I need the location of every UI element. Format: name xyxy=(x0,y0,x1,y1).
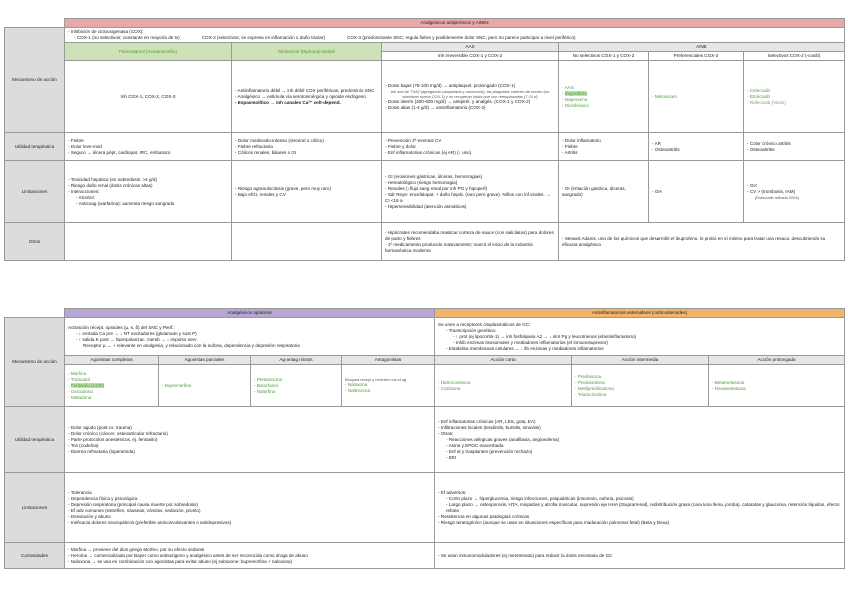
col-metamizol: Metamizol (Dipirona) Nolotil xyxy=(232,43,382,61)
paracetamol-limitaciones: - Toxicidad hepática (en sobredosis: >4 g/d) - Riesgo daño renal (dosis crónicas altas) - Interacciones: - Alcohol - Anticoag (warfarina): aumenta riesgo sangrado xyxy=(65,161,232,223)
opioid-mechanism: Activación recept. opioides (μ, κ, δ) del SNC y Perif.: - ↓ entrada Ca pre → ↓ NT excitadores (glutamato y sust P) - ↑ salida K post → hiperpolarizac. memb → ↓ impulso nerv Receptor μ → + relevante en analgesia, y relacionado con la euforia, dependencia y depresión respiratoria xyxy=(65,318,435,356)
selectivos-limitaciones: - GI< - CV > (trombosis, IAM) (Rofecoxib retirado 2004) xyxy=(744,161,845,223)
cortico-utilidad: - Enf inflamatorias crónicas (AR, LES, gota, EA) - Infiltraciones locales (tendinitis, bursitis, sinovitis) - Otras: - Reacciones alérgicas graves (anafilaxia, angioedema) - Asma y EPOC exacerbada - Enf al y trasplantes (prevención rechazo) - EEI xyxy=(435,407,845,473)
cox2-text: COX-2 (selectivos; se expresa en inflamación o daño tisular) xyxy=(201,35,326,40)
cortico-limitaciones: - Ef adversos: - Corto plazo → hiperglucemia, riesgo infecciones, psiquiátricas (insomnio, euforia, psicosis) - Largo plazo → osteoporosis, HTA, miopatías y atrofia muscular, supresión eje HHA (tSuprarrenal), redistribución grasa (cara luna llena, joroba), cataratas y glaucoma, retención líquidos, efecto rebote - Resistencia en algunas patologías crónicas - Riesgo teratogénico (aunque se usan en situaciones específicas para maduración pulmonar fetal) (Beta y Dexa) xyxy=(435,473,845,543)
col-agonistas-parciales: Agonistas parciales xyxy=(159,356,251,365)
row-label-curiosidades: Curiosidades xyxy=(5,543,65,569)
metamizol-otros xyxy=(232,223,382,261)
col-accion-prolongada: Acción prolongada xyxy=(709,356,845,365)
cortico-mechanism: Se unen a receptores citoplasmáticos de GC: - Transcripción genética: - ↑ prot (ej lipocortin-1) → inh fosfolipasa A2 → ↓ sínt Pg y leucotrienos (efantiinflamatorio) - Inhib enzimas lisosomales y mediadores inflamatorios (ef inmunosupresor) - Estabiliza membranas celulares → ↓ lib enzimas y mediadores inflamatorios xyxy=(435,318,845,356)
col-accion-corta: Acción corta xyxy=(435,356,572,365)
opioid-curiosidades: - Morfina → proviene del dios griego Morfeo, por su efecto sedante - Heroína → comercializada por Bayer como antitusígeno y analgésico antes de ser reconocida como droga de abuso - Naloxona → se usa en combinación con agonistas para evitar abuso (ej suboxone: buprenorfina + naloxona) xyxy=(65,543,435,569)
row-label-limitaciones: Limitaciones xyxy=(5,161,65,223)
cortico-curiosidades: - Se usan inmunomoduladores (ej metotrexato) para reducir la dosis necesaria de GC xyxy=(435,543,845,569)
agonistas-completos-list: - Morfina - Tramadol - Fentanilo (x100) - Oxicodona - Metadona xyxy=(65,365,159,407)
accion-corta-list: - Hidrocortisona - Cortisona xyxy=(435,365,572,407)
accion-intermedia-list: - Prednisona - Prednisolona - Metilprednisolona - Triamcinolona xyxy=(572,365,709,407)
row-label-mecanismo-2: Mecanismo de acción xyxy=(5,318,65,407)
agonistas-parciales-list: - Buprenorfina xyxy=(159,365,251,407)
no-selectivos-list: - AAS - Ibuprofeno - Naproxeno - Diclofenaco xyxy=(559,61,649,133)
metamizol-limitaciones: - Riesgo agranulocitosis (grave, pero muy raro) - Bajo efGI, renales y CV xyxy=(232,161,382,223)
col-paracetamol: Paracetamol (Acetaminofén) xyxy=(65,43,232,61)
col-no-selectivos: No selectivos COX-1 y COX-2 xyxy=(559,52,649,61)
cox1-text: - COX-1 (no selectivos; constante en mayoría de tx) xyxy=(74,35,180,40)
preferenciales-list: - Meloxicam xyxy=(649,61,744,133)
paracetamol-utilidad: - Fiebre - Dolor leve-mod - Seguro → úlcera pépt, cardiopat, IRC, embarazo xyxy=(65,133,232,161)
opioid-utilidad: - Dolor agudo (post-cx, trauma) - Dolor crónico (cáncer, osteoarticular refractario) - Parte protocolos anestésicos, ej. fentanilo) - Tos (codeína) - Diarrea refractaria (loperamida) xyxy=(65,407,435,473)
no-selectivos-utilidad: - Dolor inflamatorio - Fiebre - Artritis xyxy=(559,133,649,161)
antagonistas-list: Bloquea recept y revierten los ef ag - Naloxona - Naltrexona xyxy=(342,365,435,407)
table-title: Analgésicos antipiréticos y AINEs xyxy=(65,19,845,28)
paracetamol-otros xyxy=(65,223,232,261)
preferenciales-limitaciones: - GI< xyxy=(649,161,744,223)
row-label-limitaciones-2: Limitaciones xyxy=(5,473,65,543)
col-selectivos: Selectivos COX-2 (-coxib) xyxy=(744,52,845,61)
ag-antag-mixtos-list: - Pentazocina - Butorfanol - Nalorfina xyxy=(251,365,342,407)
selectivos-list: - Celecoxib - Etoricoxib - Rofecoxib (Vioxx) xyxy=(744,61,845,133)
paracetamol-mech: Inh COX-1, COX-2, COX-3 xyxy=(65,61,232,133)
cox-intro xyxy=(65,28,845,43)
opiaceos-title: Analgésicos opiáceos xyxy=(65,309,435,318)
row-label-mecanismo: Mecanismo de acción xyxy=(5,28,65,133)
row-label-otros: Otros xyxy=(5,223,65,261)
aas-limitaciones: - GI (erosiones gástricas, úlceras, hemorragias) - Hematológico (riesgo hemorragia) - Renales (↓flujo sang renal por inh PG y hipoperf) - Sdr Reye: encefalopat. + daño hepát. (raro pero grave). Niños con inf virales. → CI <16 a - Hipersensibilidad (atención asmáticos) xyxy=(382,161,559,223)
aas-utilidad: - Prevención 2ª eventos CV - Fiebre y dolor - Enf inflamatorias crónicas (ej AR) (↓ uso) xyxy=(382,133,559,161)
aas-mech: - Dosis bajas (75-100 mg/d) → antiplaquet. prolongado (COX-1) Inh sínt de TXA2 (agregación plaquetaria y vasoconst); las plaquetas carecen de núcleo (no sintetizan nueva COX-1) y no recuperan hasta que son reemplazadas (7-10 d) - Dosis interm (300-600 mg/d) → antipirét. y analgés. (COX-1 y COX-2) - Dosis altas (1-4 g/d) → antiinflamatorio (COX-2) xyxy=(382,61,559,133)
cox3-text: COX-3 (predominante SNC; regula fiebre y posiblemente dolor SNC, pero no parece participar a nivel periférico) xyxy=(347,35,576,40)
col-preferenciales: Preferenciales COX-2 xyxy=(649,52,744,61)
metamizol-mech: - Antiinflamatorio débil → inh débil COX periféricas, predominio SNC - Analgésico → estimula vía serotoninérgica y opioide endógeno - Espasmolítico → inh canales Ca²⁺ volt-depend. xyxy=(232,61,382,133)
opiaceos-corticoides-table xyxy=(4,308,845,569)
corner-blank xyxy=(5,19,65,28)
no-selectivos-limitaciones: - GI (irritación gástrica, úlceras, sangrado) xyxy=(559,161,649,223)
col-aine: AINE xyxy=(559,43,845,52)
col-ag-antag-mixtos: Ag-antag mixtos xyxy=(251,356,342,365)
aas-otros: - Hipócrates recomendaba masticar corteza de sauce (con salicilatos) para dolores de parto y fiebres - 1º medicamento producido masivamente; marcó el inicio de la industria farmacéutica moderna xyxy=(382,223,559,261)
analgesicos-table xyxy=(4,18,845,261)
aas-mech-head: Inh irreversible COX-1 y COX-2 xyxy=(382,52,559,61)
opioid-limitaciones: - Tolerancia - Dependencia física y psicológica - Depresión respiratoria (principal causa muerte por sobredosis) - Ef adv comunes (estreñim, náuseas, vómitos, sedación, prurito) - Desviación y abuso - Ineficacia dolores neuropáticos (preferible anticonvulsivantes o antidepresivos) xyxy=(65,473,435,543)
selectivos-utilidad: - Color crónico artritis - Osteoartritis xyxy=(744,133,845,161)
cox-intro-line: - Inhibición de ciclooxigenasa (COX): xyxy=(68,29,144,34)
accion-prolongada-list: - Betametasona - Dexametasona xyxy=(709,365,845,407)
corticoides-title: Antiinflamatorios esteroideos (corticosteroides) xyxy=(435,309,845,318)
col-antagonistas: Antagonistas xyxy=(342,356,435,365)
aine-otros: - Stewart Adams, uno de los químicos que desarrolló el ibuprofeno, lo probó en sí mismo para tratar una resaca, descubriendo su eficacia analgésica xyxy=(559,223,845,261)
col-aas: AAS xyxy=(382,43,559,52)
preferenciales-utilidad: - AR - Osteoartritis xyxy=(649,133,744,161)
row-label-utilidad-2: Utilidad terapéutica xyxy=(5,407,65,473)
col-agonistas-completos: Agonistas completos xyxy=(65,356,159,365)
col-accion-intermedia: Acción intermedia xyxy=(572,356,709,365)
corner-blank-2 xyxy=(5,309,65,318)
row-label-utilidad: Utilidad terapéutica xyxy=(5,133,65,161)
metamizol-utilidad: - Dolor moderado-intenso (visceral o cólico) - Fiebre refractaria - Cólicos renales, biliares o GI xyxy=(232,133,382,161)
